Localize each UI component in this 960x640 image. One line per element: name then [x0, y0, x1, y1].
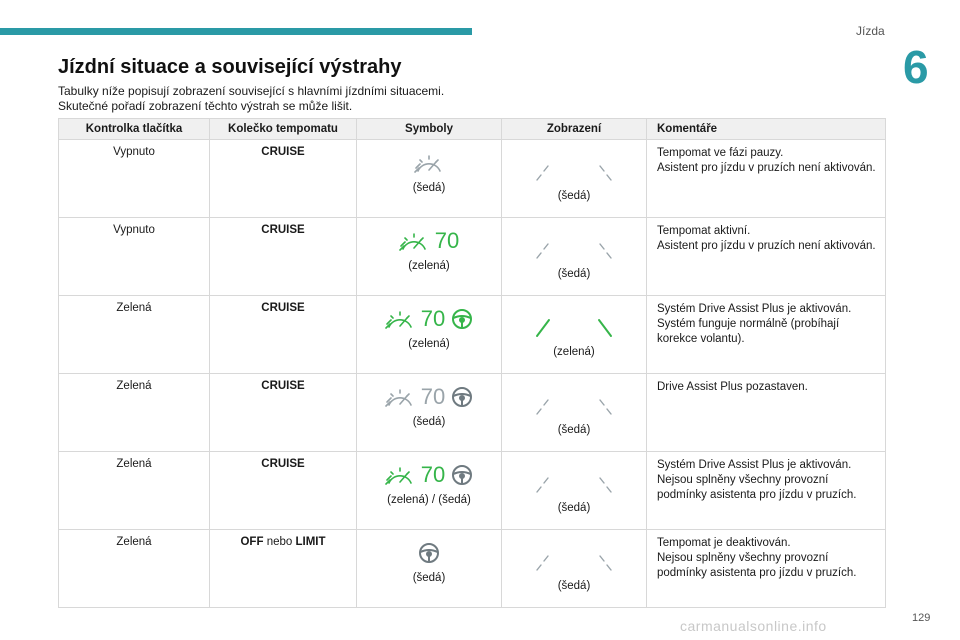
table-header-row	[59, 119, 886, 140]
comment-line: korekce volantu).	[657, 333, 745, 345]
page-number: 129	[912, 612, 931, 624]
col-header-cruise-wheel: Kolečko tempomatu	[210, 119, 357, 140]
display-cell	[502, 530, 647, 608]
lane-lines-icon	[534, 158, 614, 182]
speedometer-icon	[414, 151, 444, 175]
button-light-cell: Zelená	[59, 296, 210, 374]
page-title: Jízdní situace a související výstrahy	[58, 56, 402, 78]
table-row	[59, 452, 886, 530]
symbols-cell	[357, 530, 502, 608]
cruise-wheel-cell: CRUISE	[210, 140, 357, 218]
comment-line: Tempomat aktivní.	[657, 225, 751, 237]
cruise-wheel-cell	[210, 530, 357, 608]
cruise-wheel-cell: CRUISE	[210, 452, 357, 530]
button-light-cell: Zelená	[59, 452, 210, 530]
chapter-number: 6	[903, 41, 929, 93]
wheel-or-label: nebo	[266, 536, 293, 548]
display-caption: (šedá)	[557, 190, 591, 202]
comment-line: podmínky asistenta pro jízdu v pruzích.	[657, 567, 857, 579]
watermark: carmanualsonline.info	[680, 618, 827, 634]
comment-cell	[647, 452, 886, 530]
display-caption: (šedá)	[557, 268, 591, 280]
comment-line: podmínky asistenta pro jízdu v pruzích.	[657, 489, 857, 501]
lane-lines-icon	[534, 392, 614, 416]
steering-wheel-icon	[418, 542, 440, 564]
comment-line: Systém Drive Assist Plus je aktivován.	[657, 459, 852, 471]
lane-lines-icon	[534, 314, 614, 338]
display-cell	[502, 374, 647, 452]
table-row	[59, 374, 886, 452]
lane-lines-icon	[534, 548, 614, 572]
button-light-cell: Vypnuto	[59, 218, 210, 296]
button-light-cell: Zelená	[59, 530, 210, 608]
comment-cell	[647, 140, 886, 218]
symbols-caption: (šedá)	[412, 572, 446, 584]
symbols-cell	[357, 218, 502, 296]
col-header-display: Zobrazení	[502, 119, 647, 140]
comment-line: Nejsou splněny všechny provozní	[657, 474, 829, 486]
cruise-wheel-cell: CRUISE	[210, 296, 357, 374]
section-name: Jízda	[856, 24, 885, 38]
comment-line: Nejsou splněny všechny provozní	[657, 552, 829, 564]
symbols-caption: (zelená)	[408, 338, 450, 350]
speed-value: 70	[420, 384, 446, 409]
comment-line: Drive Assist Plus pozastaven.	[657, 381, 808, 393]
steering-wheel-icon	[451, 386, 473, 408]
symbols-cell	[357, 374, 502, 452]
speedometer-icon	[385, 307, 415, 331]
speedometer-icon	[385, 385, 415, 409]
display-caption: (šedá)	[557, 580, 591, 592]
display-caption: (šedá)	[557, 502, 591, 514]
symbols-cell	[357, 452, 502, 530]
display-cell	[502, 452, 647, 530]
table-row	[59, 530, 886, 608]
wheel-off-label: OFF	[240, 536, 264, 548]
display-caption: (zelená)	[553, 346, 595, 358]
table-row	[59, 140, 886, 218]
speed-value: 70	[434, 228, 460, 253]
comment-cell	[647, 218, 886, 296]
speedometer-icon	[399, 229, 429, 253]
comment-line: Tempomat ve fázi pauzy.	[657, 147, 784, 159]
comment-cell	[647, 296, 886, 374]
header-accent-bar	[0, 28, 472, 35]
steering-wheel-icon	[451, 464, 473, 486]
intro-text	[58, 84, 758, 114]
symbols-caption: (zelená) / (šedá)	[387, 494, 471, 506]
symbols-cell	[357, 140, 502, 218]
speed-value: 70	[420, 306, 446, 331]
speedometer-icon	[385, 463, 415, 487]
lane-lines-icon	[534, 470, 614, 494]
intro-line: Skutečné pořadí zobrazení těchto výstrah se může lišit.	[58, 99, 353, 113]
col-header-symbols: Symboly	[357, 119, 502, 140]
symbols-caption: (šedá)	[412, 416, 446, 428]
display-cell	[502, 218, 647, 296]
button-light-cell: Vypnuto	[59, 140, 210, 218]
display-caption: (šedá)	[557, 424, 591, 436]
comment-cell	[647, 530, 886, 608]
alerts-table	[58, 118, 886, 608]
col-header-comments: Komentáře	[647, 119, 886, 140]
col-header-button-light: Kontrolka tlačítka	[59, 119, 210, 140]
cruise-wheel-cell: CRUISE	[210, 374, 357, 452]
speed-value: 70	[420, 462, 446, 487]
display-cell	[502, 140, 647, 218]
cruise-wheel-cell: CRUISE	[210, 218, 357, 296]
display-cell	[502, 296, 647, 374]
steering-wheel-icon	[451, 308, 473, 330]
button-light-cell: Zelená	[59, 374, 210, 452]
wheel-limit-label: LIMIT	[295, 536, 326, 548]
symbols-cell	[357, 296, 502, 374]
comment-line: Systém funguje normálně (probíhají	[657, 318, 840, 330]
table-row	[59, 296, 886, 374]
comment-cell	[647, 374, 886, 452]
table-row	[59, 218, 886, 296]
comment-line: Asistent pro jízdu v pruzích není aktivován.	[657, 240, 876, 252]
comment-line: Asistent pro jízdu v pruzích není aktivován.	[657, 162, 876, 174]
symbols-caption: (šedá)	[412, 182, 446, 194]
comment-line: Tempomat je deaktivován.	[657, 537, 791, 549]
symbols-caption: (zelená)	[408, 260, 450, 272]
lane-lines-icon	[534, 236, 614, 260]
intro-line: Tabulky níže popisují zobrazení související s hlavními jízdními situacemi.	[58, 84, 445, 98]
comment-line: Systém Drive Assist Plus je aktivován.	[657, 303, 852, 315]
